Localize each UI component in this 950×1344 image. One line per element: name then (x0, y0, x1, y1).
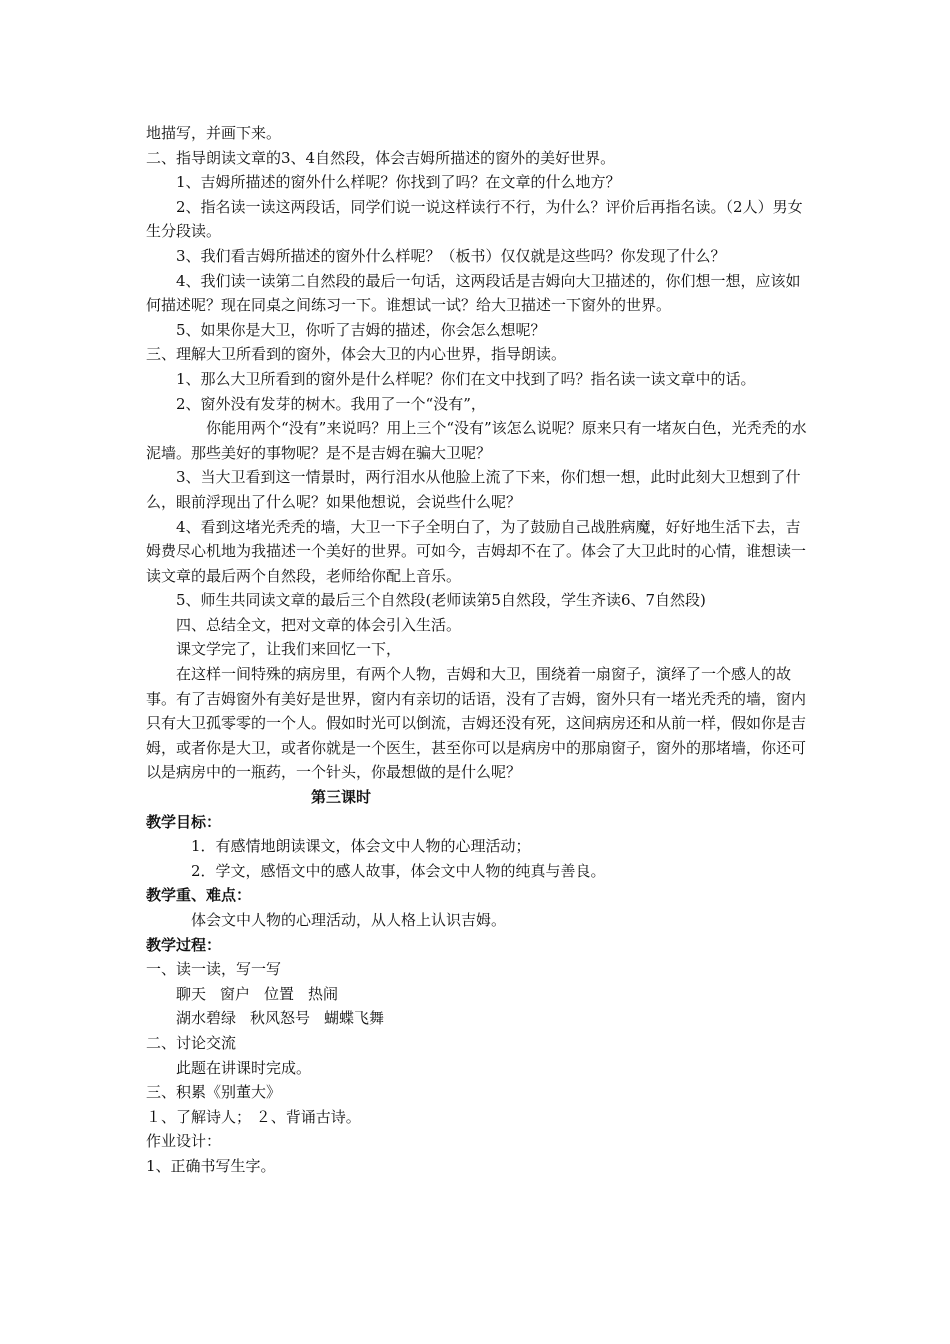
step-text: １、了解诗人； ２、背诵古诗。 (146, 1107, 361, 1126)
step-heading: 一、读一读，写一写 (146, 960, 282, 979)
goal-item: 1．有感情地朗读课文，体会文中人物的心理活动； (191, 837, 531, 856)
process-heading: 教学过程： (146, 935, 222, 954)
goals-heading: 教学目标： (146, 812, 222, 831)
paragraph: 在这样一间特殊的病房里，有两个人物，吉姆和大卫，围绕着一扇窗子，演绎了一个感人的故事。有了吉姆窗外有美好是世界，窗内有亲切的话语，没有了吉姆，窗外只有一堵光秃秃的墙，窗内只有大卫孤零零的一个人。假如时光可以倒流，吉姆还没有死，这间病房还和从前一样，假如你是吉姆，或者你是大卫，或者你就是一个医生，甚至你可以是病房中的那扇窗子，窗外的那堵墙，你还可以是病房中的一瓶药，一个针头，你最想做的是什么呢？ (146, 665, 807, 782)
homework-heading: 作业设计： (146, 1132, 222, 1151)
lesson-title: 第三课时 (311, 788, 372, 807)
section-heading: 三、理解大卫所看到的窗外，体会大卫的内心世界，指导朗读。 (146, 345, 567, 364)
paragraph: 3、当大卫看到这一情景时，两行泪水从他脸上流了下来，你们想一想，此时此刻大卫想到了什么，眼前浮现出了什么呢？如果他想说，会说些什么呢？ (146, 468, 801, 511)
document-page (146, 121, 810, 1179)
paragraph: 4、我们读一读第二自然段的最后一句话，这两段话是吉姆向大卫描述的，你们想一想，应该如何描述呢？现在同桌之间练习一下。谁想试一试？给大卫描述一下窗外的世界。 (146, 271, 801, 315)
paragraph: 5、如果你是大卫，你听了吉姆的描述，你会怎么想呢？ (176, 320, 546, 339)
key-heading: 教学重、难点： (146, 886, 252, 905)
word-item: 聊天 (176, 984, 207, 1003)
paragraph: 你能用两个“没有”来说吗？用上三个“没有”该怎么说呢？原来只有一堵灰白色，光秃秃的水泥墙。那些美好的事物呢？是不是吉姆在骗大卫呢？ (146, 419, 807, 462)
word-item: 热闹 (308, 984, 339, 1003)
word-item: 蝴蝶飞舞 (324, 1009, 385, 1028)
paragraph: 课文学完了，让我们来回忆一下， (176, 640, 402, 659)
goal-item: 2．学文，感悟文中的感人故事，体会文中人物的纯真与善良。 (191, 861, 606, 880)
paragraph: 2、窗外没有发芽的树木。我用了一个“没有”， (176, 394, 486, 413)
word-item: 窗户 (220, 984, 251, 1003)
paragraph: 1、吉姆所描述的窗外什么样呢？你找到了吗？在文章的什么地方？ (176, 173, 621, 192)
homework-item: 1、正确书写生字。 (146, 1156, 276, 1175)
word-list (146, 982, 810, 1007)
paragraph: 地描写，并画下来。 (146, 124, 282, 142)
step-text: 此题在讲课时完成。 (176, 1058, 312, 1077)
paragraph: 1、那么大卫所看到的窗外是什么样呢？你们在文中找到了吗？指名读一读文章中的话。 (176, 369, 756, 388)
section-heading: 二、指导朗读文章的3、4自然段，体会吉姆所描述的窗外的美好世界。 (146, 148, 616, 167)
key-text: 体会文中人物的心理活动，从人格上认识吉姆。 (191, 911, 507, 929)
paragraph: 2、指名读一读这两段话，同学们说一说这样读行不行，为什么？评价后再指名读。（2人）男女生分段读。 (146, 197, 803, 241)
word-item: 湖水碧绿 (176, 1009, 237, 1028)
word-list (146, 1006, 810, 1031)
word-item: 位置 (264, 984, 295, 1003)
paragraph: 4、看到这堵光秃秃的墙，大卫一下子全明白了，为了鼓励自己战胜病魔，好好地生活下去，吉姆费尽心机地为我描述一个美好的世界。可如今，吉姆却不在了。体会了大卫此时的心情，谁想读一读文章的最后两个自然段，老师给你配上音乐。 (146, 517, 807, 585)
word-item: 秋风怒号 (250, 1009, 311, 1028)
section-heading: 四、总结全文，把对文章的体会引入生活。 (176, 615, 462, 634)
paragraph: 5、师生共同读文章的最后三个自然段(老师读第5自然段，学生齐读6、7自然段) (176, 591, 706, 610)
step-heading: 二、讨论交流 (146, 1033, 237, 1052)
step-heading: 三、积累《别董大》 (146, 1083, 282, 1102)
paragraph: 3、我们看吉姆所描述的窗外什么样呢？（板书）仅仅就是这些吗？你发现了什么？ (176, 246, 726, 265)
